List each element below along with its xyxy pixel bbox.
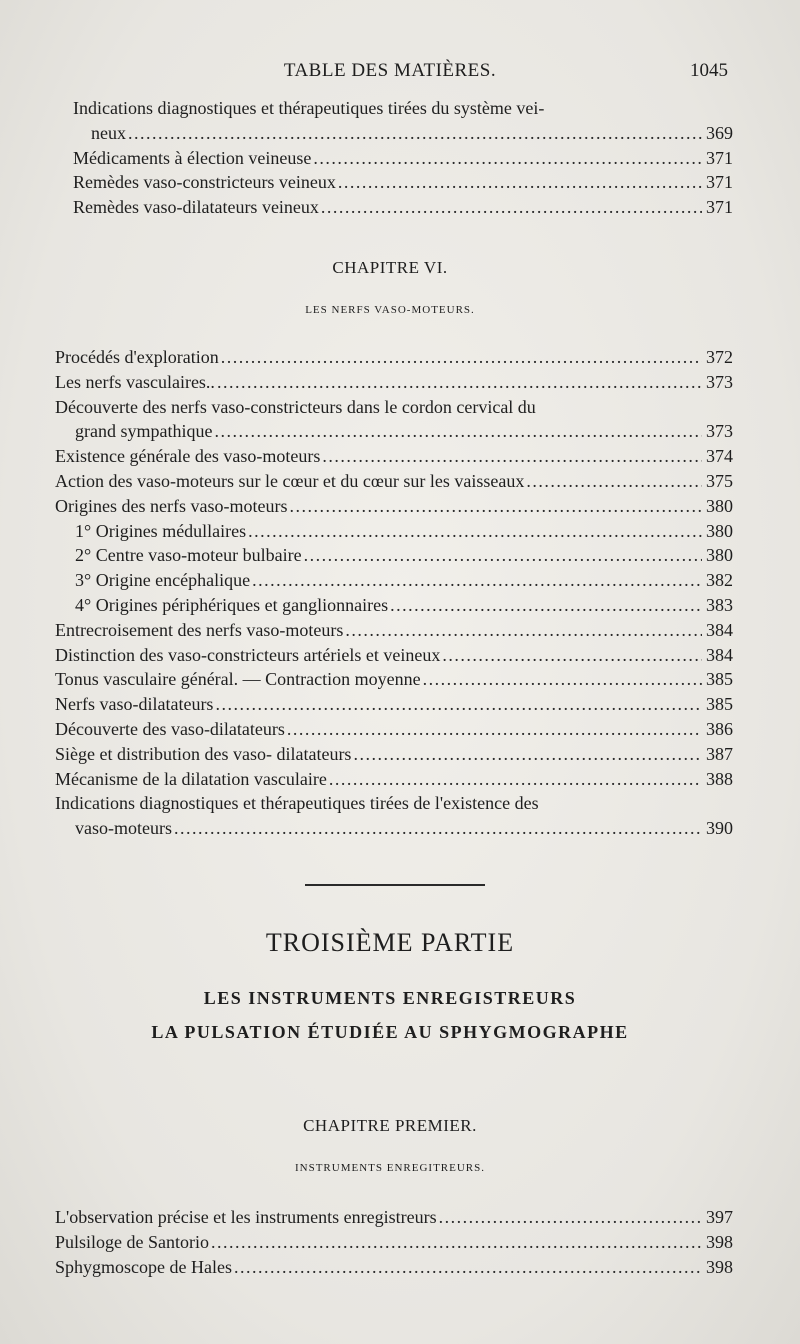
leader-dots [390,593,702,618]
toc-entry: 2° Centre vaso-moteur bulbaire ..... 380 [55,543,733,568]
leader-dots [345,618,702,643]
toc-entry: L'observation précise et les instruments enregistreurs ..... 397 [55,1205,733,1230]
toc-page: 382 [706,570,733,591]
toc-page: 373 [706,421,733,442]
toc-entry: Remèdes vaso-dilatateurs veineux ..... 371 [55,195,733,220]
leader-dots [353,742,702,767]
toc-page: 375 [706,470,733,491]
toc-entry: Distinction des vaso-constricteurs artériels et veineux ..... 384 [55,643,733,668]
toc-entry: 3° Origine encéphalique ..... 382 [55,568,733,593]
toc-page: 398 [706,1256,733,1277]
leader-dots [174,816,702,841]
toc-page: 388 [706,768,733,789]
toc-page: 380 [706,520,733,541]
toc-entry: Indications diagnostiques et thérapeutiques tirées de l'existence des [55,793,539,814]
toc-entry: Découverte des nerfs vaso-constricteurs dans le cordon cervical du [55,396,536,417]
toc-entry: Action des vaso-moteurs sur le cœur et du cœur sur les vaisseaux ..... 375 [55,469,733,494]
toc-page: 374 [706,446,733,467]
part-title-line2: LA PULSATION ÉTUDIÉE AU SPHYGMOGRAPHE [151,1022,629,1042]
toc-page: 383 [706,594,733,615]
part-title-line1: LES INSTRUMENTS ENREGISTREURS [203,988,577,1008]
leader-dots [439,1205,702,1230]
leader-dots [215,692,702,717]
toc-part3-section [55,1205,733,1279]
part-heading: TROISIÈME PARTIE [265,928,515,957]
toc-page: 397 [706,1207,733,1227]
chapter-heading: CHAPITRE PREMIER. [303,1116,477,1135]
leader-dots [321,195,702,220]
toc-entry-continuation: grand sympathique ..... 373 [55,419,733,444]
toc-entry: Existence générale des vaso-moteurs ..... 374 [55,444,733,469]
toc-page: 371 [706,172,733,193]
toc-page: 372 [706,347,733,367]
leader-dots [214,419,702,444]
toc-page: 384 [706,644,733,665]
toc-entry-continuation: neux ..... 369 [55,121,733,146]
toc-page: 386 [706,718,733,739]
leader-dots [526,469,702,494]
toc-entry: Indications diagnostiques et thérapeutiques tirées du système vei- [73,98,545,118]
toc-page: 385 [706,694,733,715]
toc-page: 380 [706,545,733,566]
toc-page: 398 [706,1231,733,1252]
toc-entry: Nerfs vaso-dilatateurs ..... 385 [55,692,733,717]
toc-entry: Siège et distribution des vaso- dilatateurs ..... 387 [55,742,733,767]
leader-dots [252,568,702,593]
chapter-subheading: INSTRUMENTS ENREGITREURS. [294,1162,485,1174]
leader-dots [211,1230,702,1255]
toc-entry: Tonus vasculaire général. — Contraction moyenne ..... 385 [55,667,733,692]
toc-page: 371 [706,147,733,168]
toc-entry: Pulsiloge de Santorio ..... 398 [55,1230,733,1255]
leader-dots [234,1255,702,1280]
leader-dots [329,767,702,792]
toc-entry: 4° Origines périphériques et ganglionnaires ..... 383 [55,593,733,618]
toc-entry: Médicaments à élection veineuse ..... 371 [55,146,733,171]
toc-entry: Procédés d'exploration ..... 372 [55,345,733,370]
toc-entry-continuation: vaso-moteurs ..... 390 [55,816,733,841]
running-title: TABLE DES MATIÈRES. [283,60,497,81]
toc-page: 380 [706,495,733,516]
leader-dots [442,643,702,668]
leader-dots [313,146,702,171]
leader-dots [289,494,702,519]
toc-chapter6-section [55,345,733,841]
leader-dots [217,370,702,395]
toc-entry: Les nerfs vasculaires.. ..... 373 [55,370,733,395]
running-header [0,60,800,88]
leader-dots [304,543,702,568]
leader-dots [338,170,702,195]
toc-page: 371 [706,197,733,218]
leader-dots [221,345,702,370]
toc-page: 373 [706,371,733,392]
toc-entry: Sphygmoscope de Hales ..... 398 [55,1255,733,1280]
section-divider [305,884,485,886]
toc-top-section [55,96,733,220]
toc-entry: Mécanisme de la dilatation vasculaire ..... 388 [55,767,733,792]
toc-page: 390 [706,818,733,839]
toc-entry: Origines des nerfs vaso-moteurs ..... 380 [55,494,733,519]
toc-entry: Découverte des vaso-dilatateurs ..... 386 [55,717,733,742]
toc-page: 387 [706,743,733,764]
leader-dots [128,121,702,146]
toc-page: 384 [706,619,733,640]
toc-page: 369 [706,122,733,143]
toc-entry: Remèdes vaso-constricteurs veineux ..... 371 [55,170,733,195]
page-number: 1045 [690,60,728,81]
leader-dots [248,519,702,544]
chapter-heading: CHAPITRE VI. [332,258,448,277]
toc-entry: 1° Origines médullaires ..... 380 [55,519,733,544]
toc-entry: Entrecroisement des nerfs vaso-moteurs ..... 384 [55,618,733,643]
leader-dots [287,717,702,742]
leader-dots [423,667,702,692]
leader-dots [322,444,702,469]
chapter-subheading: LES NERFS VASO-MOTEURS. [305,304,475,316]
toc-page: 385 [706,669,733,690]
